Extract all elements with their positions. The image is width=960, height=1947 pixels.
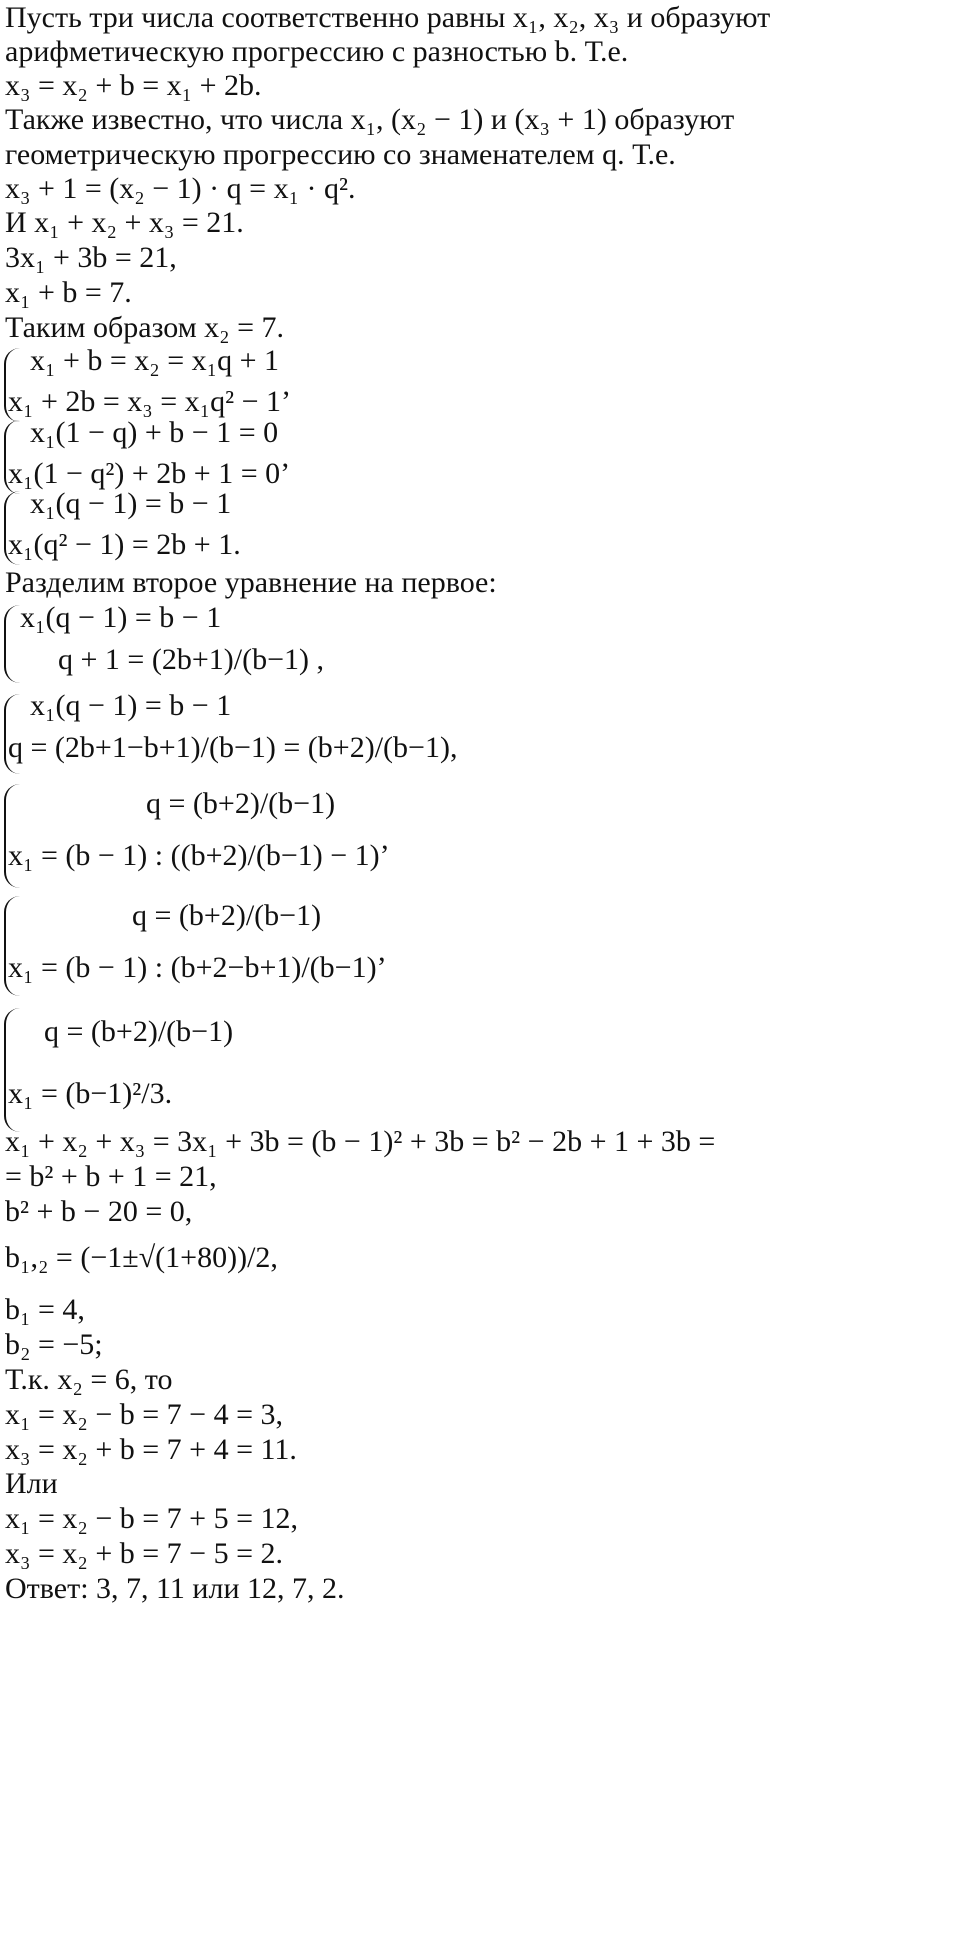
formula-line: x₃ = x₂ + b = 7 + 4 = 11.	[5, 1433, 297, 1466]
formula-line: = b² + b + 1 = 21,	[5, 1160, 217, 1193]
system-equation: x₁(q − 1) = b − 1	[30, 689, 232, 722]
system-equation: x₁ = (b − 1) : (b+2−b+1)/(b−1)’	[8, 951, 387, 984]
system-equation: x₁(q − 1) = b − 1	[20, 601, 222, 634]
text-line: Т.к. x₂ = 6, то	[5, 1363, 173, 1396]
formula-line: b² + b − 20 = 0,	[5, 1195, 193, 1228]
formula-line: x₃ = x₂ + b = 7 − 5 = 2.	[5, 1537, 284, 1570]
text-line: Таким образом x₂ = 7.	[5, 311, 285, 344]
system-brace	[4, 1008, 20, 1132]
formula-line: x₁ = x₂ − b = 7 − 4 = 3,	[5, 1398, 284, 1431]
system-equation: q = (b+2)/(b−1)	[44, 1015, 234, 1048]
formula-line: x₃ = x₂ + b = x₁ + 2b.	[5, 69, 262, 102]
text-line: Или	[5, 1467, 58, 1500]
formula-line: И x₁ + x₂ + x₃ = 21.	[5, 206, 244, 239]
system-equation: q = (b+2)/(b−1)	[132, 899, 322, 932]
answer-line: Ответ: 3, 7, 11 или 12, 7, 2.	[5, 1572, 345, 1605]
formula-line: x₁ + x₂ + x₃ = 3x₁ + 3b = (b − 1)² + 3b = b² − 2b + 1 + 3b =	[5, 1125, 716, 1158]
formula-line: b₁ = 4,	[5, 1293, 85, 1326]
system-equation: x₁(q² − 1) = 2b + 1.	[8, 528, 241, 561]
system-equation: x₁ = (b − 1) : ((b+2)/(b−1) − 1)’	[8, 839, 390, 872]
text-line: геометрическую прогрессию со знаменателем q. Т.е.	[5, 138, 676, 171]
system-equation: x₁ + 2b = x₃ = x₁q² − 1’	[8, 385, 292, 418]
formula-line: x₃ + 1 = (x₂ − 1) · q = x₁ · q².	[5, 172, 356, 205]
system-equation: q = (2b+1−b+1)/(b−1) = (b+2)/(b−1),	[8, 731, 458, 764]
text-line: Также известно, что числа x₁, (x₂ − 1) и (x₃ + 1) образуют	[5, 103, 735, 136]
formula-line: x₁ = x₂ − b = 7 + 5 = 12,	[5, 1502, 299, 1535]
text-line: Разделим второе уравнение на первое:	[5, 566, 497, 599]
formula-line: 3x₁ + 3b = 21,	[5, 241, 177, 274]
system-equation: q + 1 = (2b+1)/(b−1) ,	[58, 643, 324, 676]
formula-line: b₁,₂ = (−1±√(1+80))/2,	[5, 1241, 278, 1274]
text-line: арифметическую прогрессию с разностью b. Т.е.	[5, 35, 629, 68]
system-equation: x₁ + b = x₂ = x₁q + 1	[30, 344, 280, 377]
system-equation: x₁(1 − q) + b − 1 = 0	[30, 416, 279, 449]
system-equation: x₁(1 − q²) + 2b + 1 = 0’	[8, 457, 291, 490]
system-equation: x₁ = (b−1)²/3.	[8, 1077, 173, 1110]
text-line: Пусть три числа соответственно равны x₁, x₂, x₃ и образуют	[5, 1, 771, 34]
system-equation: q = (b+2)/(b−1)	[146, 787, 336, 820]
formula-line: x₁ + b = 7.	[5, 276, 132, 309]
formula-line: b₂ = −5;	[5, 1328, 103, 1361]
system-equation: x₁(q − 1) = b − 1	[30, 487, 232, 520]
system-brace	[4, 605, 20, 683]
